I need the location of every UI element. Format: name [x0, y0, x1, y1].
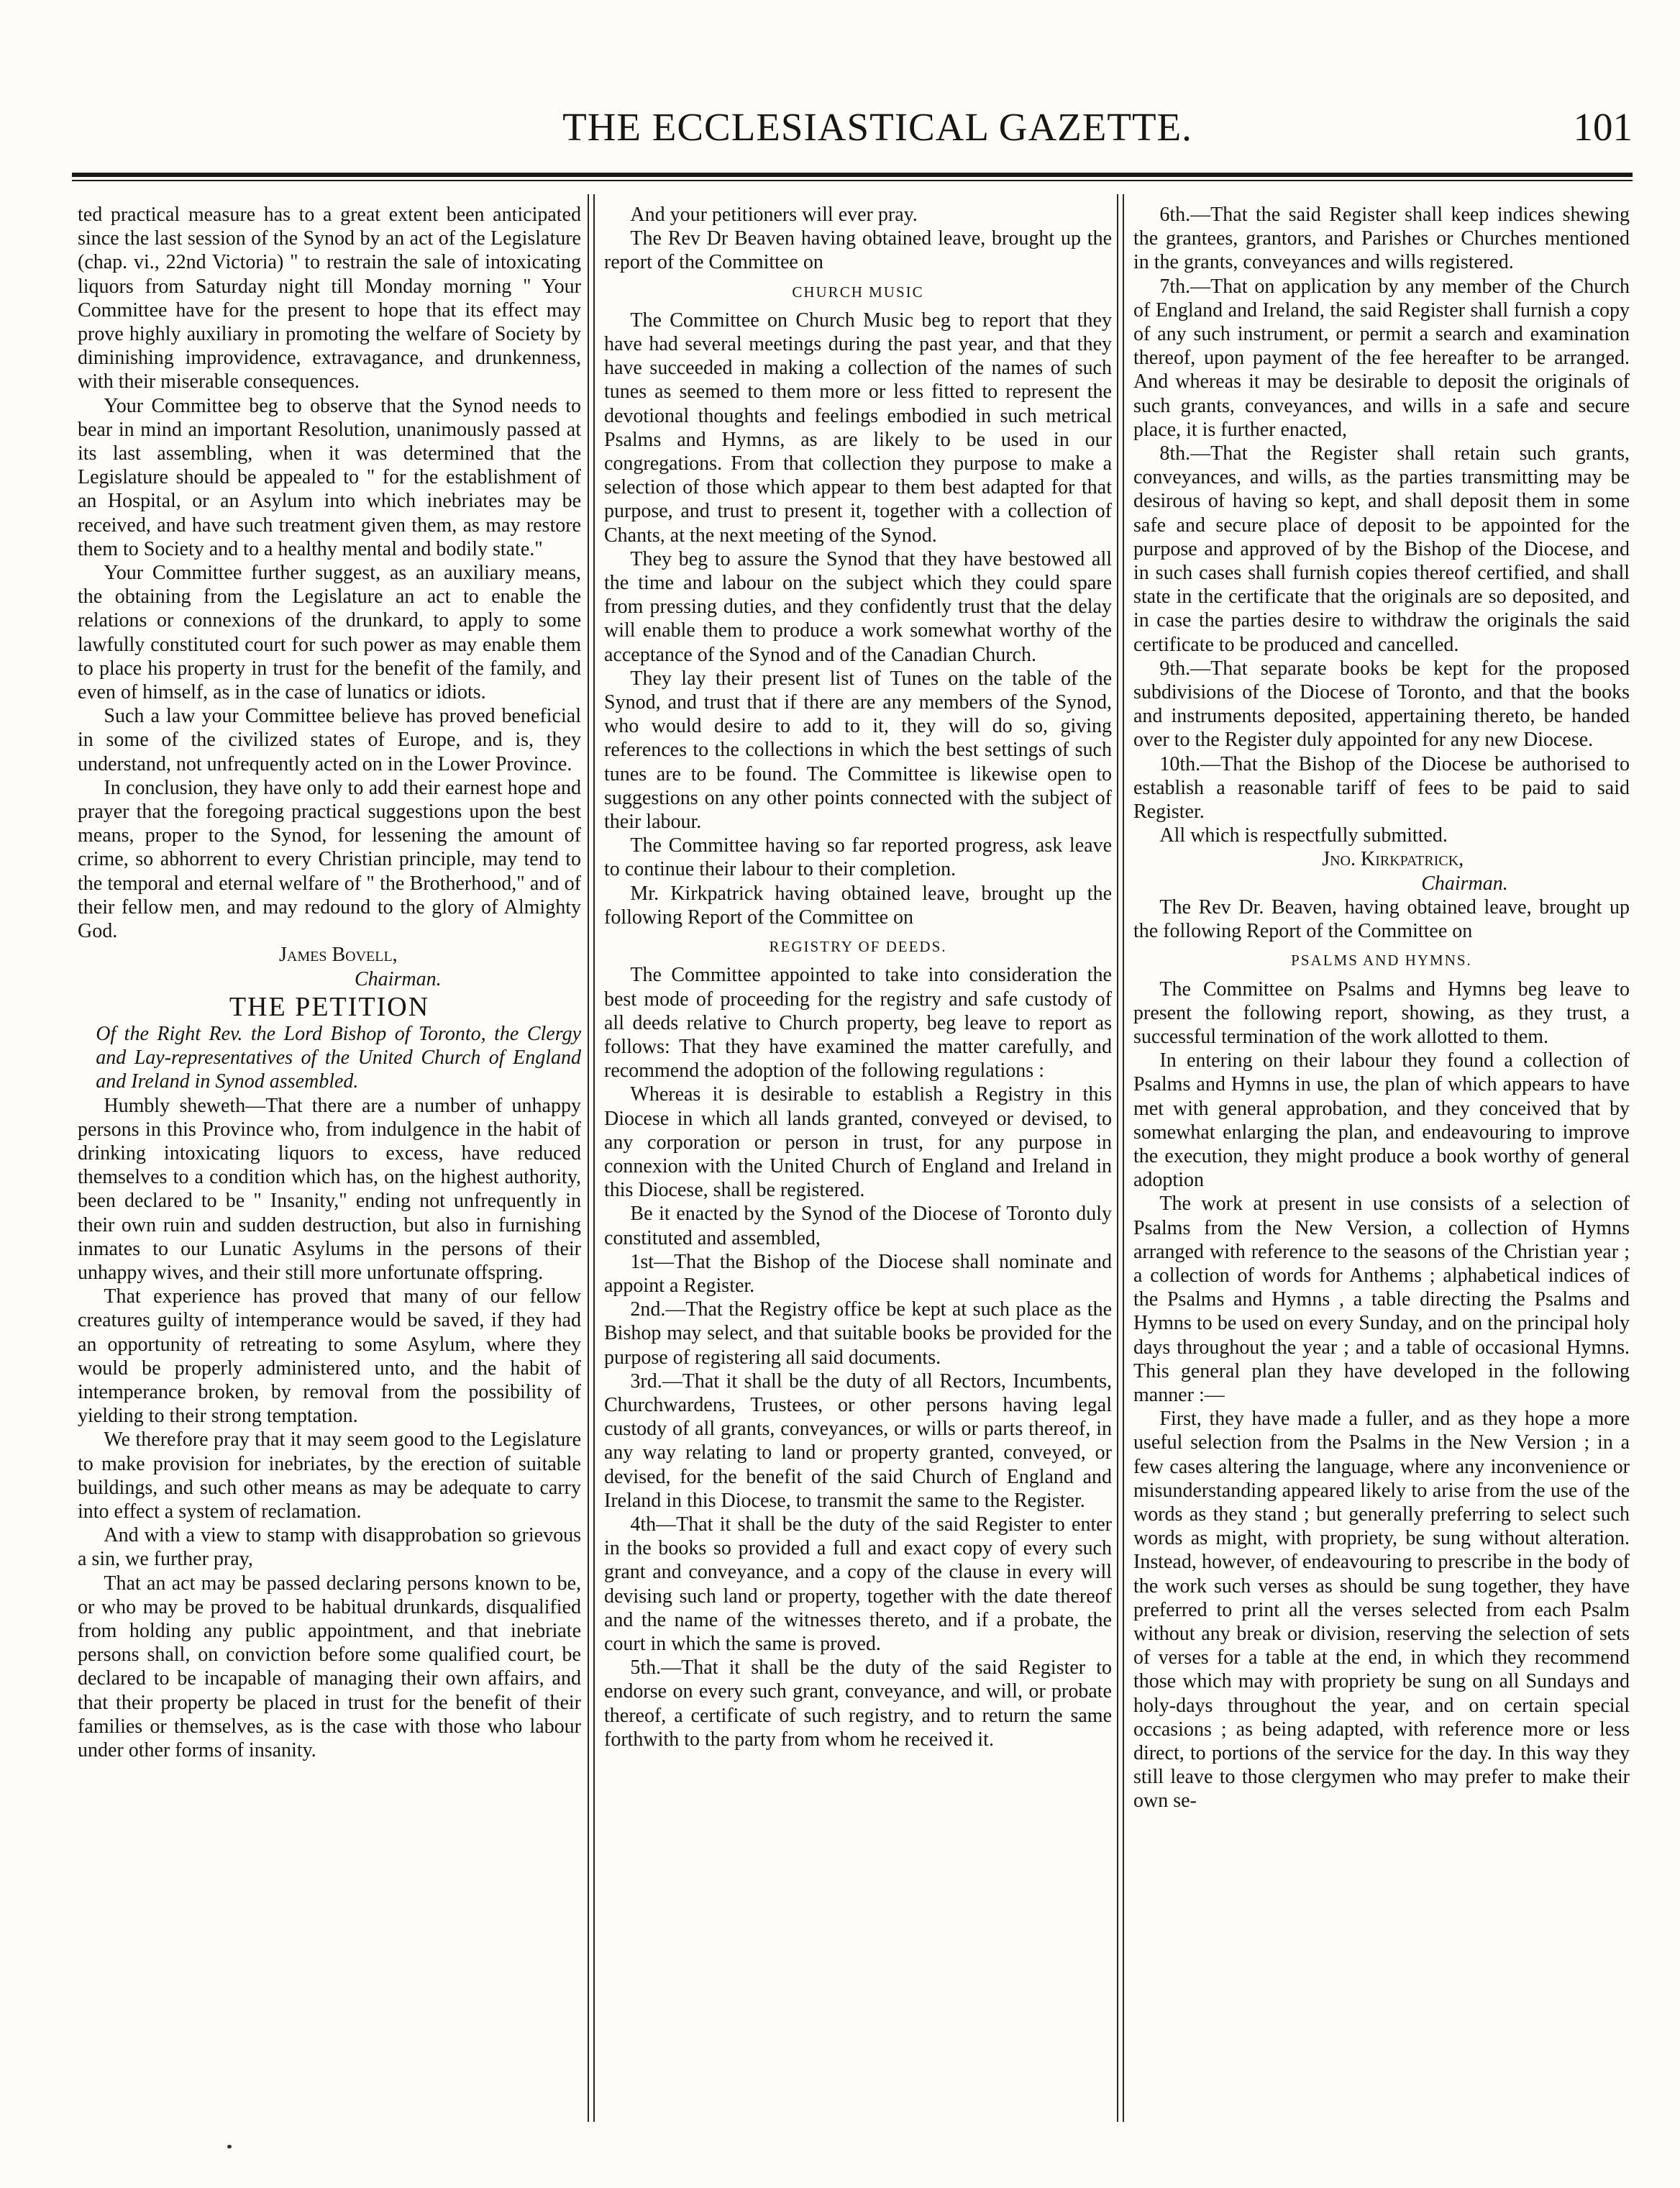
paragraph: They beg to assure the Synod that they have bestowed all the time and labour on the subject which they could spare from pressing duties, and they confidently trust that the delay will enable them to produce a work somewhat worthy of the acceptance of the Synod and of the Canadian Church. [604, 547, 1112, 666]
column-divider [588, 194, 595, 2122]
column-2 [604, 203, 1112, 2109]
paragraph: 7th.—That on application by any member of the Church of England and Ireland, the said Register shall furnish a copy of any such instrument, or permit a search and examination thereof, upon payment of the fee hereafter to be arranged. And whereas it may be desirable to deposit the originals of such grants, conveyances, and wills in a safe and secure place, it is further enacted, [1133, 275, 1630, 441]
section-heading: CHURCH MUSIC [792, 283, 924, 301]
section-heading: PSALMS AND HYMNS. [1291, 952, 1472, 970]
paragraph: The work at present in use consists of a selection of Psalms from the New Version, a collection of Hymns arranged with reference to the seasons of the Christian year ; a collection of words for Anthems ; alphabetical indices of the Psalms and Hymns , a table directing the Psalms and Hymns to be used on every Sunday, and on the principal holy days throughout the year ; and a table of occasional Hymns. This general plan they have developed in the following manner :— [1133, 1193, 1630, 1406]
paragraph: And your petitioners will ever pray. [630, 204, 918, 226]
signatory-title: Chairman. [1421, 872, 1508, 895]
paragraph: 2nd.—That the Registry office be kept at such place as the Bishop may select, and that suitable books be provided for the purpose of registering all said documents. [604, 1298, 1112, 1369]
section-heading: REGISTRY OF DEEDS. [769, 938, 947, 956]
paragraph: Be it enacted by the Synod of the Diocese of Toronto duly constituted and assembled, [604, 1203, 1112, 1249]
paragraph: Whereas it is desirable to establish a Registry in this Diocese in which all lands granted, conveyed or devised, to any corporation or person in trust, for any purpose in connexion with the United Church of England and Ireland in this Diocese, shall be registered. [604, 1083, 1112, 1202]
paragraph: First, they have made a fuller, and as they hope a more useful selection from the Psalms in the New Version ; in a few cases altering the language, where any inconvenience or misunderstanding appeared likely to arise from the use of the words as they stand ; but generally preferring to select such words as might, with propriety, be sung without alteration. Instead, however, of endeavouring to prescribe in the body of the work such verses as should be sung together, they have preferred to print all the verses selected from each Psalm without any break or division, reserving the selection of sets of verses for a table at the end, in which they recommend those which may with propriety be sung on all Sundays and holy-days throughout the year, and on certain special occasions ; as being adapted, with reference more or less direct, to portions of the service for the day. In this way they still leave to those clergymen who may prefer to make their own se- [1133, 1408, 1630, 1813]
paragraph: 6th.—That the said Register shall keep indices shewing the grantees, grantors, and Parishes or Churches mentioned in the grants, conveyances and wills registered. [1133, 204, 1630, 274]
page-number: 101 [1573, 105, 1633, 149]
paragraph: 3rd.—That it shall be the duty of all Rectors, Incumbents, Churchwardens, Trustees, or other persons having legal custody of all grants, conveyances, or wills or parts thereof, in any way relating to land or property granted, conveyed, or devised, for the benefit of the said Church of England and Ireland in this Diocese, to transmit the same to the Register. [604, 1369, 1112, 1512]
paragraph: All which is respectfully submitted. [1159, 824, 1448, 847]
signatory-name: James Bovell, [279, 944, 398, 967]
publication-title: THE ECCLESIASTICAL GAZETTE. [562, 105, 1192, 149]
paragraph: The Committee on Church Music beg to report that they have had several meetings during the past year, and that they have succeeded in making a collection of the names of such tunes as seemed to them more or less fitted to represent the devotional thoughts and feelings embodied in such metrical Psalms and Hymns, as are likely to be used in our congregations. From that collection they purpose to make a selection of those which appear to them best adapted for that purpose, and trust to present it, together with a collection of Chants, at the next meeting of the Synod. [604, 309, 1112, 547]
paragraph: ted practical measure has to a great extent been anticipated since the last session of the Synod by an act of the Legislature (chap. vi., 22nd Victoria) " to restrain the sale of intoxicating liquors from Saturday night till Monday morning " Your Committee have for the present to hope that its effect may prove highly auxiliary in promoting the welfare of Society by diminishing improvidence, extravagance, and drunkenness, with their miserable consequences. [78, 204, 581, 393]
paragraph: 1st—That the Bishop of the Diocese shall nominate and appoint a Register. [604, 1250, 1112, 1297]
paragraph: Your Committee beg to observe that the Synod needs to bear in mind an important Resolution, unanimously passed at its last assembling, when it was determined that the Legislature should be appealed to " for the establishment of an Hospital, or an Asylum into which inebriates may be received, and have such treatment given them, as may restore them to Society and to a healthy mental and bodily state." [78, 394, 581, 560]
paragraph: Humbly sheweth—That there are a number of unhappy persons in this Province who, from indulgence in the habit of drinking intoxicating liquors to excess, have reduced themselves to a condition which has, on the highest authority, been declared to be " Insanity," ending not unfrequently in their own ruin and sudden destruction, but also in furnishing inmates to our Lunatic Asylums in the persons of their unhappy wives, and their still more unfortunate offspring. [78, 1094, 581, 1284]
column-3 [1133, 203, 1630, 2109]
signatory-name: Jno. Kirkpatrick, [1322, 848, 1464, 871]
paragraph: The Committee appointed to take into consideration the best mode of proceeding for the registry and safe custody of all deeds relative to Church property, beg leave to report as follows: That they have examined the matter carefully, and recommend the adoption of the following regulations : [604, 964, 1112, 1082]
paragraph: 9th.—That separate books be kept for the proposed subdivisions of the Diocese of Toronto, and that the books and instruments deposited, appertaining thereto, be handed over to the Register duly appointed for any new Diocese. [1133, 657, 1630, 752]
paragraph: The Committee having so far reported progress, ask leave to continue their labour to their completion. [604, 834, 1112, 881]
paragraph: The Rev Dr Beaven having obtained leave, brought up the report of the Committee on [604, 227, 1112, 274]
paragraph: 10th.—That the Bishop of the Diocese be authorised to establish a reasonable tariff of fees to be paid to said Register. [1133, 752, 1630, 824]
paragraph: Your Committee further suggest, as an auxiliary means, the obtaining from the Legislature an act to enable the relations or connexions of the drunkard, to apply to some lawfully constituted court for such power as may enable them to place his property in trust for the benefit of the family, and even of himself, as in the case of lunatics or idiots. [78, 562, 581, 704]
column-divider [1117, 194, 1124, 2122]
header-rule [72, 173, 1633, 181]
paragraph: The Rev Dr. Beaven, having obtained leave, brought up the following Report of the Committee on [1133, 895, 1630, 943]
paragraph: That an act may be passed declaring persons known to be, or who may be proved to be habitual drunkards, disqualified from holding any public appointment, and that inebriate persons shall, on conviction before some qualified court, be declared to be incapable of managing their own affairs, and that their property be placed in trust for the benefit of their families or themselves, as is the case with those who labour under other forms of insanity. [78, 1572, 581, 1761]
paragraph: They lay their present list of Tunes on the table of the Synod, and trust that if there are any members of the Synod, who would desire to add to it, they will do so, giving references to the collections in which the best settings of such tunes are to be found. The Committee is likewise open to suggestions on any other points connected with the subject of their labour. [604, 667, 1112, 834]
paragraph: In entering on their labour they found a collection of Psalms and Hymns in use, the plan of which appears to have met with general approbation, and they conceived that by somewhat enlarging the plan, and endeavouring to improve the execution, they might produce a book worthy of general adoption [1133, 1049, 1630, 1192]
paragraph: 4th—That it shall be the duty of the said Register to enter in the books so provided a full and exact copy of every such grant and conveyance, and a copy of the clause in every will devising such land or property, together with the date thereof and the name of the witnesses thereto, and if a probate, the court in which the same is proved. [604, 1513, 1112, 1655]
paragraph: And with a view to stamp with disapprobation so grievous a sin, we further pray, [78, 1524, 581, 1571]
paragraph: Mr. Kirkpatrick having obtained leave, brought up the following Report of the Committee on [604, 882, 1112, 929]
section-heading: THE PETITION [229, 991, 430, 1022]
paragraph: The Committee on Psalms and Hymns beg leave to present the following report, showing, as they trust, a successful termination of the work allotted to them. [1133, 977, 1630, 1048]
section-subheading: Of the Right Rev. the Lord Bishop of Toronto, the Clergy and Lay-representatives of the United Church of England and Ireland in Synod assembled. [96, 1022, 581, 1093]
column-1 [78, 203, 581, 2109]
signatory-title: Chairman. [355, 967, 442, 990]
paragraph: That experience has proved that many of our fellow creatures guilty of intemperance would be saved, if they had an opportunity of retreating to some Asylum, where they would be properly administered unto, and the habit of intemperance broken, by removal from the possibility of yielding to their strong temptation. [78, 1285, 581, 1428]
ink-spot [227, 2145, 232, 2148]
paragraph: We therefore pray that it may seem good to the Legislature to make provision for inebriates, by the erection of suitable buildings, and such other means as may be adequate to carry into effect a system of reclamation. [78, 1428, 581, 1523]
paragraph: 8th.—That the Register shall retain such grants, conveyances, and wills, as the parties transmitting may be desirous of having so kept, and shall deposit them in some safe and secure place of deposit to be appointed for the purpose and approved of by the Bishop of the Diocese, and in such cases shall furnish copies thereof certified, and shall state in the certificate that the originals are so deposited, and in case the parties desire to withdraw the originals the said certificate to be produced and cancelled. [1133, 442, 1630, 656]
paragraph: Such a law your Committee believe has proved beneficial in some of the civilized states of Europe, and is, they understand, not unfrequently acted on in the Lower Province. [78, 705, 581, 775]
page-header [72, 102, 1633, 160]
paragraph: In conclusion, they have only to add their earnest hope and prayer that the foregoing practical suggestions upon the best means, proper to the Synod, for lessening the amount of crime, so abhorrent to every Christian principle, may tend to the temporal and eternal welfare of " the Brotherhood," and of their fellow men, and may redound to the glory of Almighty God. [78, 776, 581, 943]
paragraph: 5th.—That it shall be the duty of the said Register to endorse on every such grant, conveyance, and will, or probate thereof, a certificate of such registry, and to return the same forthwith to the party from whom he received it. [604, 1656, 1112, 1751]
